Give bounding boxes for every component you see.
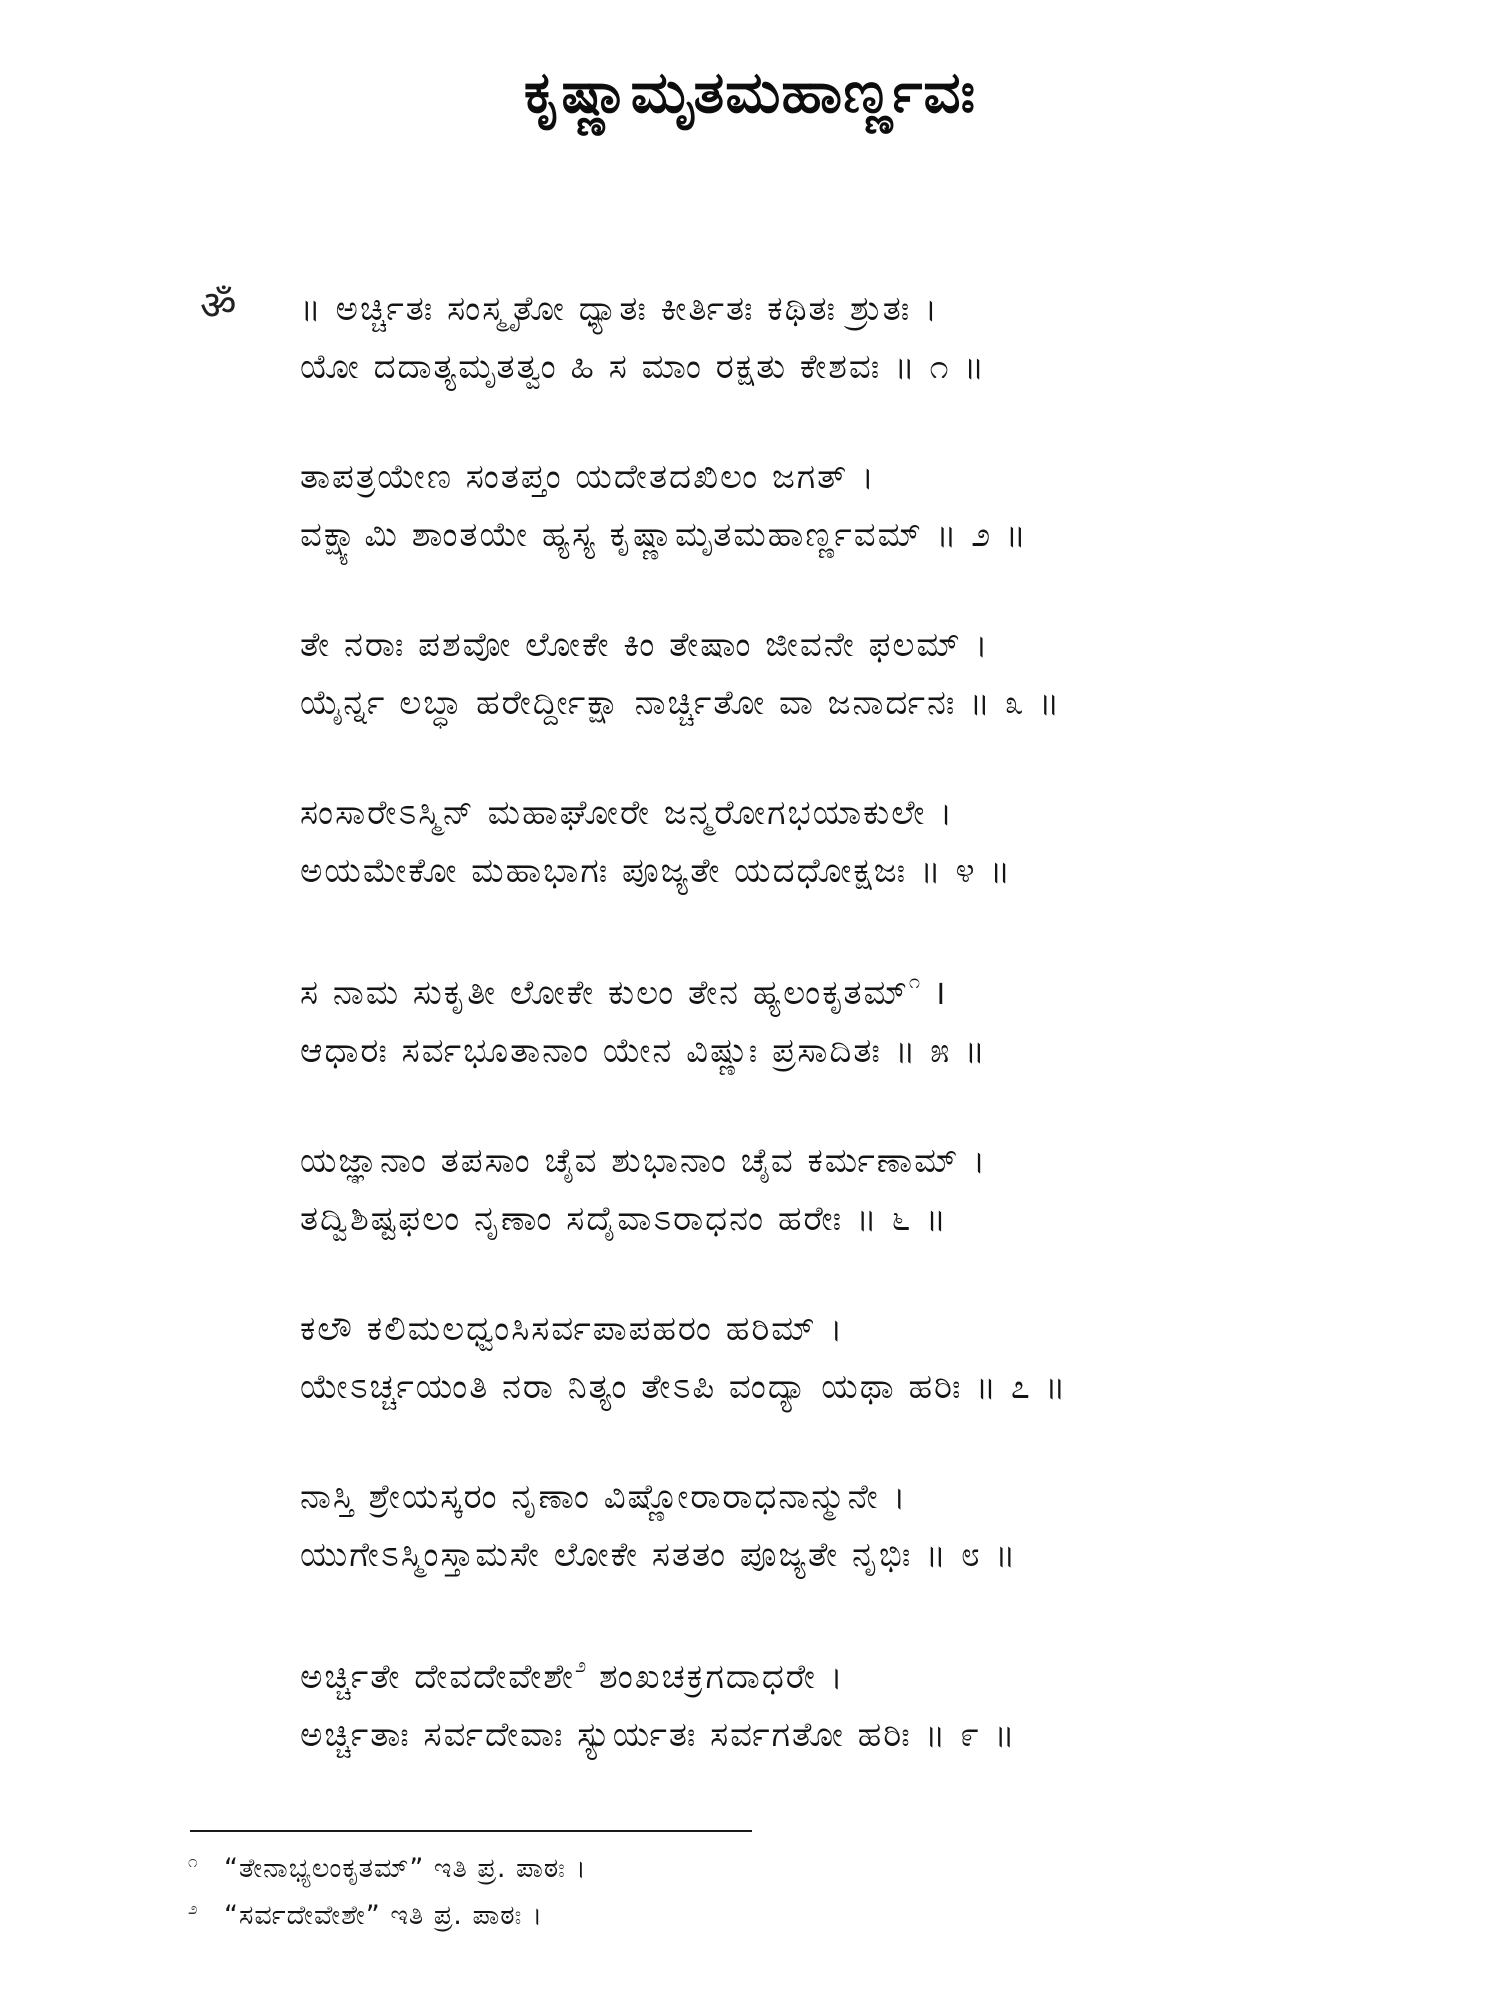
verse-6 [300, 1132, 1400, 1248]
verse-line-end: । [920, 973, 948, 1013]
verse-line: ಅರ್ಚ್ಚಿತಾಃ ಸರ್ವದೇವಾಃ ಸ್ಯುರ್ಯತಃ ಸರ್ವಗತೋ ಹರಿಃ ॥ ೯ ॥ [300, 1715, 1017, 1755]
verse-line: ನಾಸ್ತಿ ಶ್ರೇಯಸ್ಕರಂ ನೃಣಾಂ ವಿಷ್ಣೋರಾರಾಧನಾನ್ಮುನೇ । [300, 1477, 908, 1517]
verse-1 [300, 280, 1400, 396]
verse-line [300, 1636, 1400, 1706]
verse-line: ಯೈರ್ನ್ನ ಲಬ್ಧಾ ಹರೇರ್ದ್ದೀಕ್ಷಾ ನಾರ್ಚ್ಚಿತೋ ವಾ ಜನಾರ್ದನಃ ॥ ೩ ॥ [300, 683, 1062, 723]
footnote-text: “ತೇನಾಭ್ಯಲಂಕೃತಮ್” ಇತಿ ಪ್ರ. ಪಾಠಃ । [224, 1853, 587, 1884]
verse-9 [300, 1636, 1400, 1764]
verse-5 [300, 952, 1400, 1080]
verse-line: ಅಯಮೇಕೋ ಮಹಾಭಾಗಃ ಪೂಜ್ಯತೇ ಯದಧೋಕ್ಷಜಃ ॥ ೪ ॥ [300, 851, 1013, 891]
verse-line: ಸಂಸಾರೇಽಸ್ಮಿನ್ ಮಹಾಘೋರೇ ಜನ್ಮರೋಗಭಯಾಕುಲೇ । [300, 793, 955, 833]
verse-line: ವಕ್ಷ್ಯಾಮಿ ಶಾಂತಯೇ ಹ್ಯಸ್ಯ ಕೃಷ್ಣಾಮೃತಮಹಾರ್ಣ್ಣವಮ್ ॥ ೨ ॥ [300, 515, 1028, 555]
footnote-marker: ೧ [908, 969, 921, 993]
verse-line: ತಾಪತ್ರಯೇಣ ಸಂತಪ್ತಂ ಯದೇತದಖಿಲಂ ಜಗತ್ । [300, 457, 876, 497]
footnote-divider [190, 1830, 752, 1832]
footnote [188, 1889, 1288, 1936]
verse-line: ಯುಗೇಽಸ್ಮಿಂಸ್ತಾಮಸೇ ಲೋಕೇ ಸತತಂ ಪೂಜ್ಯತೇ ನೃಭಿಃ ॥ ೮ ॥ [300, 1535, 1018, 1575]
verse-2 [300, 448, 1400, 564]
footnote-mark: ೨ [188, 1899, 199, 1919]
verse-line: ತೇ ನರಾಃ ಪಶವೋ ಲೋಕೇ ಕಿಂ ತೇಷಾಂ ಜೀವನೇ ಫಲಮ್ । [300, 625, 990, 665]
footnote-mark: ೧ [188, 1852, 199, 1872]
verse-line: ಕಲೌ ಕಲಿಮಲಧ್ವಂಸಿಸರ್ವಪಾಪಹರಂ ಹರಿಮ್ । [300, 1309, 845, 1349]
verse-line-end: ಶಂಖಚಕ್ರಗದಾಧರೇ । [586, 1657, 845, 1697]
verse-line: ಯಜ್ಞಾನಾಂ ತಪಸಾಂ ಚೈವ ಶುಭಾನಾಂ ಚೈವ ಕರ್ಮಣಾಮ್ । [300, 1141, 988, 1181]
verse-list [300, 280, 1400, 1816]
verse-7 [300, 1300, 1400, 1416]
verse-line: ಯೋ ದದಾತ್ಯಮೃತತ್ವಂ ಹಿ ಸ ಮಾಂ ರಕ್ಷತು ಕೇಶವಃ ॥ ೧ ॥ [300, 347, 987, 387]
page-title: ಕೃಷ್ಣಾಮೃತಮಹಾರ್ಣ್ಣವಃ [523, 58, 977, 126]
om-symbol: ॐ [200, 283, 237, 329]
verse-8 [300, 1468, 1400, 1584]
verse-line: ಯೇಽರ್ಚ್ಚಯಂತಿ ನರಾ ನಿತ್ಯಂ ತೇಽಪಿ ವಂದ್ಯಾ ಯಥಾ ಹರಿಃ ॥ ೭ ॥ [300, 1367, 1068, 1407]
footnote-marker: ೨ [575, 1653, 587, 1677]
footnote-text: “ಸರ್ವದೇವೇಶೇ” ಇತಿ ಪ್ರ. ಪಾಠಃ । [224, 1900, 544, 1931]
verse-4 [300, 784, 1400, 900]
verse-line-text: ಸ ನಾಮ ಸುಕೃತೀ ಲೋಕೇ ಕುಲಂ ತೇನ ಹ್ಯಲಂಕೃತಮ್ [300, 973, 909, 1013]
verse-line: ಆಧಾರಃ ಸರ್ವಭೂತಾನಾಂ ಯೇನ ವಿಷ್ಣುಃ ಪ್ರಸಾದಿತಃ ॥ ೫ ॥ [300, 1031, 987, 1071]
verse-3 [300, 616, 1400, 732]
footnote [188, 1842, 1288, 1889]
verse-line-text: ಅರ್ಚ್ಚಿತೇ ದೇವದೇವೇಶೇ [300, 1657, 576, 1697]
verse-line: ॥ ಅರ್ಚ್ಚಿತಃ ಸಂಸ್ಮೃತೋ ಧ್ಯಾತಃ ಕೀರ್ತಿತಃ ಕಥಿತಃ ಶ್ರುತಃ । [300, 289, 939, 329]
footnotes [188, 1842, 1288, 1936]
verse-line [300, 952, 1400, 1022]
verse-line: ತದ್ವಿಶಿಷ್ಟಫಲಂ ನೃಣಾಂ ಸದೈವಾಽರಾಧನಂ ಹರೇಃ ॥ ೬ ॥ [300, 1199, 948, 1239]
